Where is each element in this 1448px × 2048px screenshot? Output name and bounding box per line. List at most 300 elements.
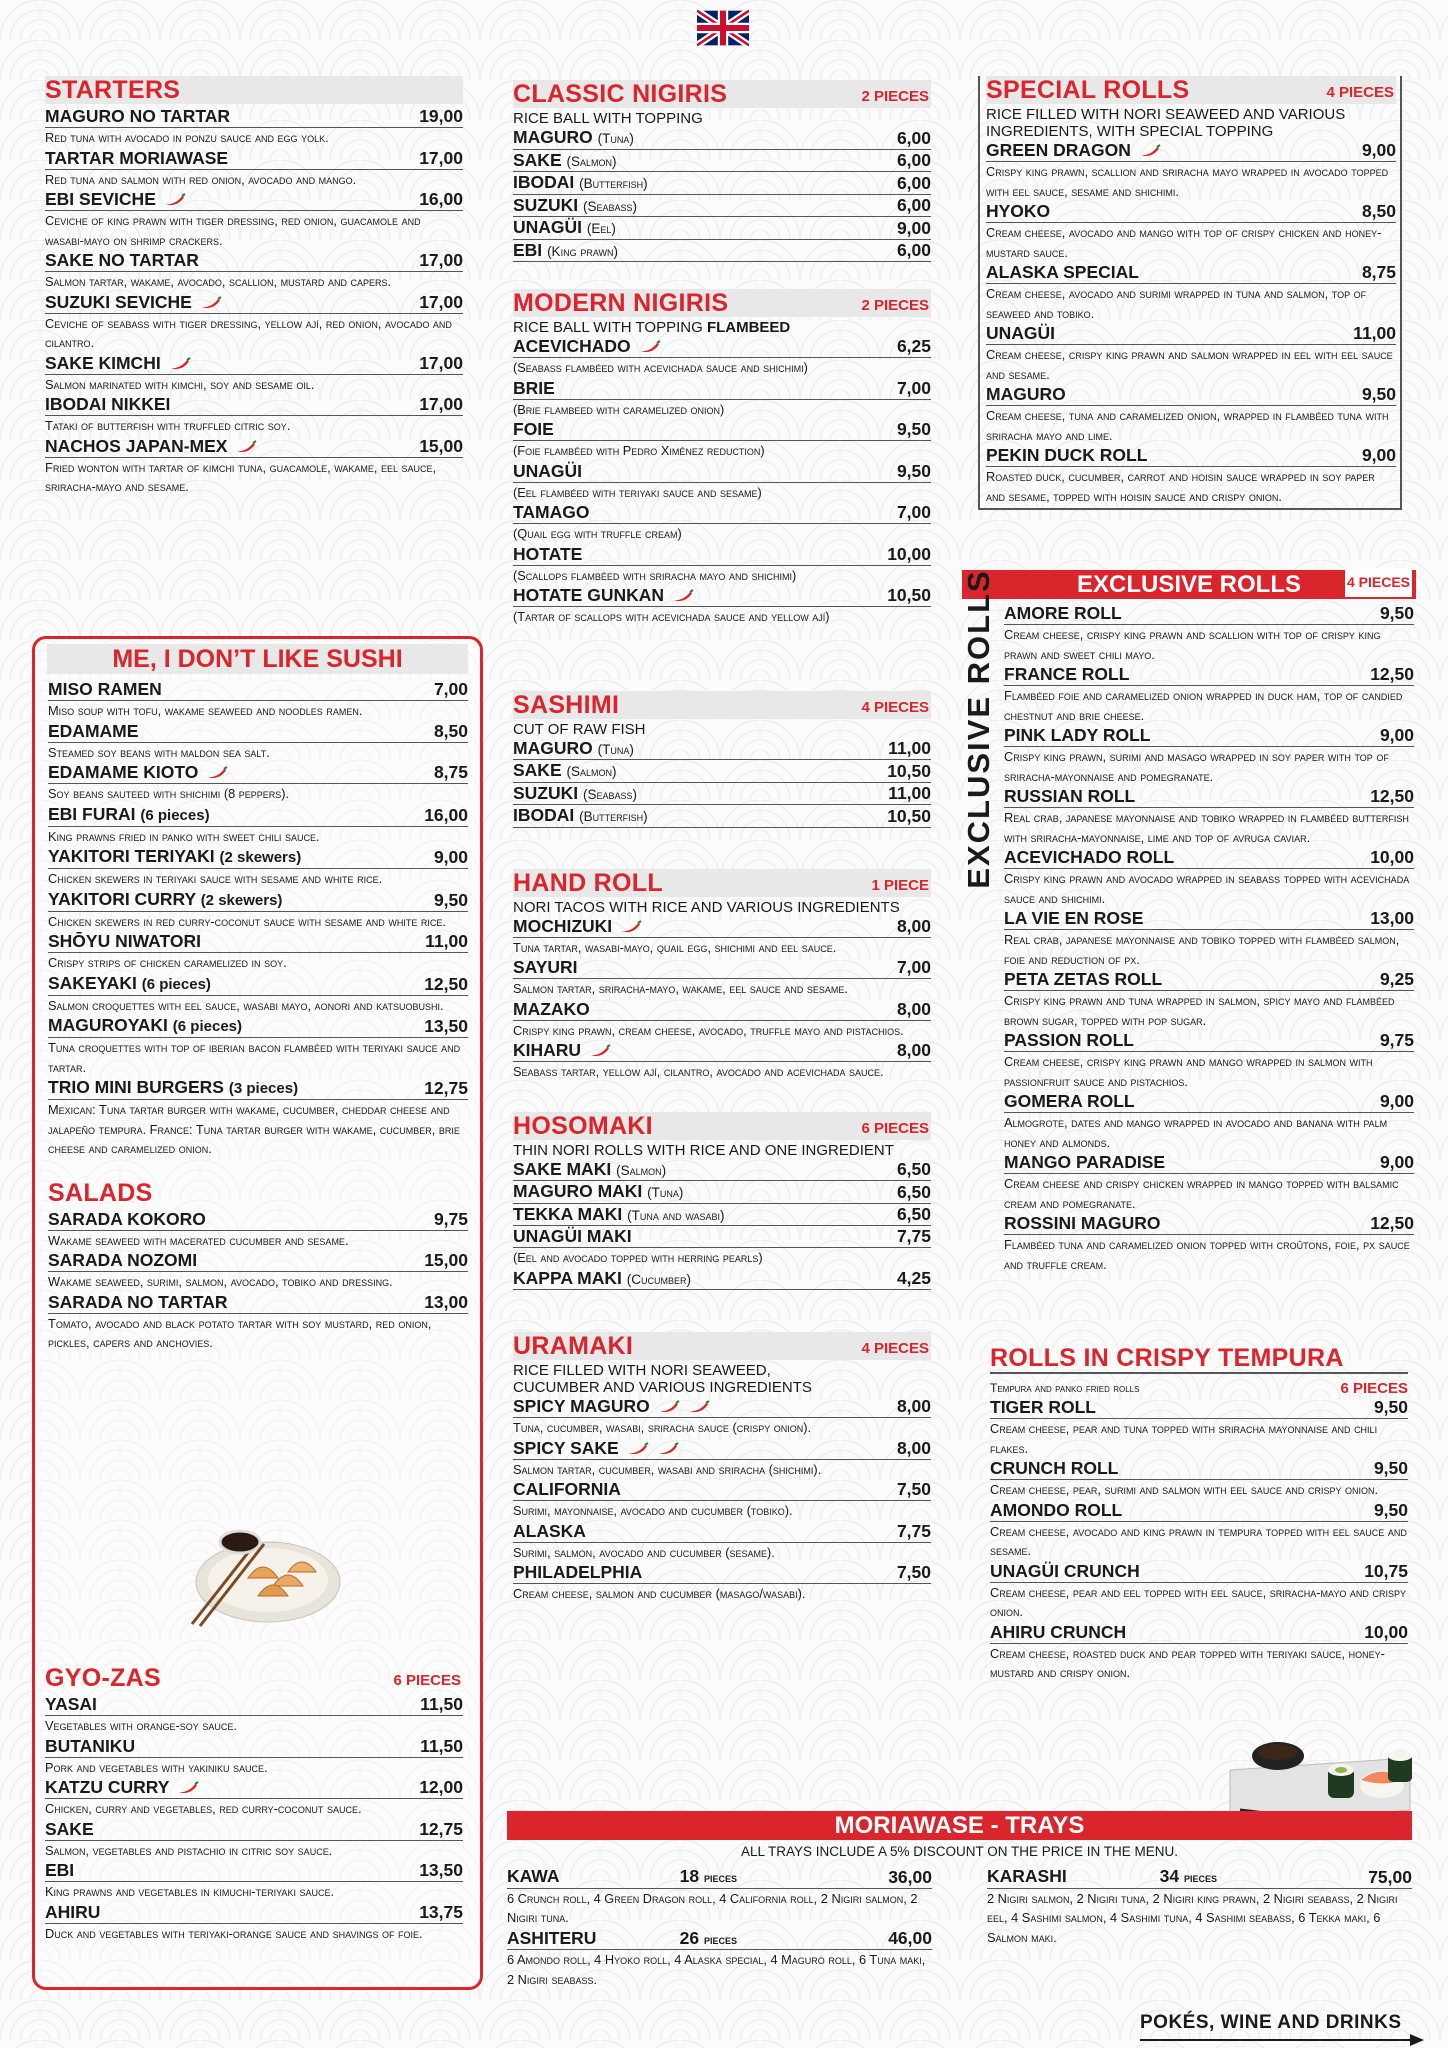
menu-item (48, 1015, 468, 1077)
item-name: UNAGÜI MAKI (513, 1226, 632, 1246)
item-description: Cream cheese and crispy chicken wrapped in mango topped with balsamic cream and pomegranate. (1004, 1176, 1399, 1211)
item-price: 6,00 (896, 195, 931, 215)
menu-item (1004, 725, 1414, 786)
menu-item (1004, 786, 1414, 847)
item-price: 9,50 (896, 419, 931, 439)
section-header (45, 76, 463, 104)
item-name: FOIE (513, 419, 554, 439)
menu-item (513, 336, 931, 378)
tray-item (507, 1928, 932, 1990)
item-name: SUZUKI SEVICHE (45, 291, 192, 312)
chili-pepper-icon (657, 1442, 679, 1455)
section-pieces: 1 PIECE (871, 876, 929, 894)
item-description: Tuna tartar, wasabi-mayo, quail egg, shichimi and eel sauce. (513, 939, 837, 955)
item-price: 13,50 (424, 1016, 468, 1036)
item-price: 9,50 (1373, 1458, 1408, 1478)
menu-item (45, 292, 463, 353)
item-price: 17,00 (419, 394, 463, 414)
item-name: EBI SEVICHE (45, 189, 156, 209)
section-title: EXCLUSIVE ROLLS (1076, 571, 1302, 598)
menu-item (45, 436, 463, 497)
item-name: IBODAI (513, 172, 575, 192)
section-header (507, 1811, 1412, 1840)
item-description: Salmon, vegetables and pistachio in citric soy sauce. (45, 1842, 333, 1858)
menu-item (513, 1562, 931, 1604)
item-translation: (Tuna) (647, 1185, 684, 1200)
item-name: EBI FURAI (48, 803, 136, 824)
item-name: EDAMAME (48, 720, 139, 741)
menu-item (48, 846, 468, 889)
section-subtitle: RICE BALL WITH TOPPING (513, 110, 703, 127)
tray-price: 46,00 (888, 1928, 932, 1948)
item-price: 6,00 (896, 172, 931, 193)
section-pieces: 4 PIECES (1345, 568, 1412, 597)
item-description: Crispy king prawn, cream cheese, avocado, truffle mayo and pistachios. (513, 1022, 904, 1038)
gyoza-plate-illustration (188, 1520, 348, 1630)
section-subtitle: NORI TACOS WITH RICE AND VARIOUS INGREDIENTS (513, 898, 900, 916)
menu-item (45, 106, 463, 148)
item-name: SAKE NO TARTAR (45, 250, 199, 270)
column-middle (513, 80, 931, 1604)
item-price: 13,00 (1370, 908, 1414, 928)
menu-item (513, 419, 931, 461)
section-title: SALADS (48, 1178, 153, 1207)
item-price: 8,00 (896, 1396, 931, 1416)
item-translation: (Salmon) (616, 1162, 667, 1178)
arrow-right-icon[interactable] (1140, 2034, 1424, 2046)
menu-item (513, 1159, 931, 1182)
menu-item (1004, 603, 1414, 664)
section-modern-nigiris (513, 289, 931, 627)
item-price: 12,50 (424, 973, 468, 994)
item-description: Ceviche of seabass with tiger dressing, yellow ají, red onion, avocado and cilantro. (45, 315, 452, 350)
menu-item (45, 148, 463, 190)
item-description: Crispy king prawn, surimi and masago wrapped in soy paper with top of sriracha-mayonnaise and pomegranate. (1004, 749, 1389, 784)
menu-item (513, 805, 931, 828)
item-price: 16,00 (424, 804, 468, 825)
item-price: 6,25 (896, 336, 931, 356)
menu-item (513, 783, 931, 806)
menu-item (513, 1479, 931, 1521)
item-name: TEKKA MAKI (513, 1203, 623, 1224)
item-price: 7,75 (896, 1226, 931, 1246)
item-price: 15,00 (424, 1250, 468, 1270)
item-price: 8,00 (896, 998, 931, 1019)
menu-item (986, 140, 1396, 201)
item-price: 7,00 (896, 502, 931, 522)
menu-item (513, 502, 931, 544)
section-header (962, 570, 1416, 599)
menu-item (1004, 969, 1414, 1030)
item-price: 11,00 (425, 931, 468, 951)
item-price: 10,75 (1364, 1560, 1408, 1581)
menu-item (1004, 1213, 1414, 1274)
chili-pepper-icon (658, 1400, 680, 1413)
item-description: Ceviche of king prawn with tiger dressing, red onion, guacamole and wasabi-mayo on shrimp crackers. (45, 213, 421, 248)
item-description: Almogrote, dates and mango wrapped in avocado and banana with palm honey and almonds. (1004, 1115, 1388, 1150)
item-pieces: (6 pieces) (141, 975, 211, 993)
item-price: 9,50 (1373, 1499, 1408, 1520)
item-price: 17,00 (419, 291, 463, 312)
item-price: 7,00 (896, 957, 931, 977)
item-name: ACEVICHADO (513, 336, 631, 356)
item-price: 11,00 (888, 738, 931, 758)
item-description: Seabass tartar, yellow ají, cilantro, avocado and acevichada sauce. (513, 1064, 884, 1079)
item-price: 9,00 (1379, 1091, 1414, 1111)
section-title: SPECIAL ROLLS (986, 76, 1190, 104)
section-subtitle: RICE FILLED WITH NORI SEAWEED AND VARIOUS INGREDIENTS, WITH SPECIAL TOPPING (986, 106, 1346, 140)
section-title: CLASSIC NIGIRIS (513, 80, 728, 108)
section-hosomaki (513, 1112, 931, 1291)
item-name: MAGURO NO TARTAR (45, 106, 231, 126)
menu-item (986, 201, 1396, 262)
item-name: BRIE (513, 377, 555, 398)
section-subtitle: CUT OF RAW FISH (513, 720, 646, 738)
menu-item (48, 1077, 468, 1159)
trays-note: ALL TRAYS INCLUDE A 5% DISCOUNT ON THE PRICE IN THE MENU. (740, 1844, 1179, 1859)
item-name: KATZU CURRY (45, 1777, 170, 1797)
section-exclusive-rolls (962, 570, 1416, 1274)
section-title: SASHIMI (513, 690, 620, 719)
section-sashimi (513, 691, 931, 828)
chili-pepper-icon (688, 1400, 710, 1413)
item-name: PINK LADY ROLL (1004, 725, 1151, 745)
tray-unit: pieces (703, 1870, 737, 1885)
chili-pepper-icon (639, 340, 661, 353)
item-description: (Eel and avocado topped with herring pearls) (513, 1250, 763, 1265)
item-price: 11,50 (420, 1694, 463, 1714)
item-description: Cream cheese, salmon and cucumber (masago/wasabi). (513, 1586, 806, 1601)
item-price: 9,00 (1379, 1152, 1414, 1172)
item-name: MAGUROYAKI (48, 1015, 168, 1035)
menu-item (1004, 908, 1414, 969)
item-translation: (Cucumber) (626, 1271, 692, 1287)
item-price: 6,00 (896, 127, 931, 148)
item-price: 10,50 (887, 805, 931, 826)
item-name: SAKE (513, 149, 562, 170)
chili-pepper-icon (589, 1044, 611, 1057)
item-translation: (Salmon) (566, 153, 617, 169)
item-description: (Seabass flambéed with acevichada sauce and shichimi) (513, 360, 808, 375)
item-price: 9,00 (1361, 445, 1396, 465)
item-description: Tuna croquettes with top of iberian bacon flambéed with teriyaki sauce and tartar. (48, 1040, 461, 1075)
menu-item (513, 1268, 931, 1291)
menu-item (513, 150, 931, 173)
item-name: HYOKO (986, 201, 1051, 221)
tray-description: 6 Amondo roll, 4 Hyoko roll, 4 Alaska special, 4 Maguro roll, 6 Tuna maki, 2 Nigiri seabass. (507, 1952, 926, 1987)
item-price: 11,00 (888, 783, 931, 803)
menu-item (48, 931, 468, 973)
item-name: SAKE MAKI (513, 1158, 612, 1179)
item-pieces: (6 pieces) (140, 806, 210, 824)
item-description: Cream cheese, crispy king prawn and scallion with top of crispy king prawn and sweet chili mayo. (1004, 627, 1381, 662)
menu-item (513, 916, 931, 958)
item-price: 9,75 (433, 1208, 468, 1229)
item-name: YASAI (45, 1694, 97, 1714)
item-price: 12,00 (419, 1777, 463, 1797)
menu-item (48, 762, 468, 804)
item-name: IBODAI (513, 805, 575, 825)
item-name: UNAGÜI (513, 460, 583, 481)
item-name: EBI (513, 239, 543, 260)
item-description: King prawns fried in panko with sweet chili sauce. (48, 828, 320, 844)
item-description: Cream cheese, pear and eel topped with eel sauce, sriracha-mayo and crispy onion. (990, 1584, 1406, 1619)
tray-description: 2 Nigiri salmon, 2 Nigiri tuna, 2 Nigiri king prawn, 2 Nigiri seabass, 2 Nigiri eel, 4 Sashimi salmon, 4 Sashimi tuna, 4 Sashimi seabass, 6 Tekka maki, 6 Salmon maki. (987, 1890, 1398, 1945)
item-name: YAKITORI CURRY (48, 888, 196, 909)
item-price: 16,00 (419, 189, 463, 209)
section-pieces: 6 PIECES (861, 1119, 929, 1137)
item-description: Wakame seaweed with macerated cucumber and sesame. (48, 1232, 349, 1248)
chili-pepper-icon (620, 920, 642, 933)
item-description: Miso soup with tofu, wakame seaweed and noodles ramen. (48, 703, 363, 718)
item-description: Crispy king prawn and avocado wrapped in seabass topped with acevichada sauce and shichimi. (1004, 871, 1410, 906)
item-name: SHŌYU NIWATORI (48, 931, 201, 951)
item-description: Salmon tartar, cucumber, wasabi and sriracha (shichimi). (513, 1461, 822, 1477)
item-description: Cream cheese, avocado and mango with top of crispy chicken and honey-mustard sauce. (986, 225, 1382, 260)
item-pieces: (2 skewers) (200, 891, 283, 909)
item-name: SUZUKI (513, 194, 579, 215)
item-description: Crispy strips of chicken caramelized in soy. (48, 955, 287, 970)
item-description: Real crab, japanese mayonnaise and tobiko topped with flambéed salmon, foie and reduction of px. (1004, 932, 1400, 967)
item-description: Tataki of butterfish with truffled citric soy. (45, 418, 291, 433)
section-hand-roll (513, 869, 931, 1082)
section-title: ROLLS IN CRISPY TEMPURA (990, 1344, 1344, 1372)
item-price: 12,50 (1370, 1213, 1414, 1233)
item-price: 7,50 (896, 1562, 931, 1582)
item-name: UNAGÜI CRUNCH (990, 1560, 1140, 1581)
item-price: 12,75 (424, 1078, 468, 1098)
section-title: STARTERS (45, 76, 181, 104)
section-salads (35, 1159, 480, 1353)
item-price: 9,00 (896, 217, 931, 238)
item-price: 9,50 (433, 889, 468, 910)
item-price: 10,00 (1364, 1621, 1408, 1642)
section-pieces: 4 PIECES (1326, 84, 1394, 101)
item-name: YAKITORI TERIYAKI (48, 846, 215, 866)
section-pieces: 2 PIECES (861, 88, 929, 105)
menu-item (45, 250, 463, 292)
item-price: 12,50 (1370, 664, 1414, 684)
item-pieces: (2 skewers) (219, 849, 302, 866)
menu-item (986, 384, 1396, 445)
item-name: GREEN DRAGON (986, 140, 1131, 160)
item-description: Surimi, mayonnaise, avocado and cucumber (tobiko). (513, 1503, 793, 1518)
item-price: 13,00 (424, 1291, 468, 1312)
item-description: Salmon croquettes with eel sauce, wasabi mayo, aonori and katsuobushi. (48, 997, 444, 1013)
menu-item (513, 957, 931, 999)
item-name: SAKE KIMCHI (45, 352, 161, 373)
item-price: 8,75 (1361, 262, 1396, 282)
item-description: Cream cheese, tuna and caramelized onion, wrapped in flambéed tuna with sriracha mayo and lime. (986, 408, 1389, 443)
uk-flag-icon[interactable] (697, 8, 749, 48)
item-price: 10,00 (887, 543, 931, 564)
item-name: ALASKA SPECIAL (986, 262, 1139, 282)
chili-pepper-icon (164, 193, 186, 206)
menu-item (513, 760, 931, 783)
item-description: Vegetables with orange-soy sauce. (45, 1718, 237, 1733)
column-right (978, 76, 1402, 510)
item-name: AMORE ROLL (1004, 603, 1122, 623)
subtitle-bold: FLAMBEED (706, 319, 791, 336)
item-name: MAGURO (513, 127, 593, 147)
menu-item (513, 127, 931, 150)
item-description: Wakame seaweed, surimi, salmon, avocado, tobiko and dressing. (48, 1274, 393, 1289)
item-name: TIGER ROLL (990, 1397, 1096, 1417)
menu-item (513, 378, 931, 420)
item-name: UNAGÜI (513, 217, 583, 237)
item-name: CALIFORNIA (513, 1479, 621, 1499)
item-price: 13,50 (419, 1860, 463, 1880)
item-translation: (Salmon) (566, 764, 617, 779)
item-description: Chicken, curry and vegetables, red curry-coconut sauce. (45, 1801, 362, 1816)
item-name: RUSSIAN ROLL (1004, 786, 1136, 806)
item-description: Fried wonton with tartar of kimchi tuna, guacamole, wakame, eel sauce, sriracha-mayo and sesame. (45, 459, 437, 494)
section-uramaki (513, 1332, 931, 1604)
item-description: Salmon tartar, wakame, avocado, scallion, mustard and capers. (45, 274, 392, 289)
item-name: UNAGÜI (986, 323, 1056, 343)
item-name: GOMERA ROLL (1004, 1091, 1135, 1111)
item-description: Chicken skewers in red curry-coconut sauce with sesame and white rice. (48, 913, 446, 929)
item-translation: (Tuna) (597, 741, 634, 757)
menu-item (48, 889, 468, 932)
item-description: Red tuna with avocado in ponzu sauce and egg yolk. (45, 130, 329, 145)
item-price: 9,50 (1379, 603, 1414, 623)
item-name: MAGURO MAKI (513, 1181, 643, 1201)
item-name: KAPPA MAKI (513, 1267, 622, 1288)
chili-pepper-icon (235, 440, 257, 453)
item-name: CRUNCH ROLL (990, 1458, 1119, 1478)
menu-item (513, 217, 931, 240)
item-name: EDAMAME KIOTO (48, 762, 199, 782)
menu-item (1004, 1152, 1414, 1213)
chili-pepper-icon (627, 1442, 649, 1455)
next-page-link[interactable]: POKÉS, WINE AND DRINKS (1140, 2012, 1402, 2033)
menu-item (45, 1694, 463, 1736)
trays-left (507, 1866, 932, 1989)
menu-item (986, 262, 1396, 323)
item-description: Salmon marinated with kimchi, soy and sesame oil. (45, 376, 315, 392)
menu-item (513, 1204, 931, 1227)
item-description: (Brie flambeed with caramelized onion) (513, 401, 725, 417)
menu-item (986, 445, 1396, 506)
item-price: 7,00 (433, 679, 468, 699)
chili-pepper-icon (200, 296, 222, 309)
item-name: AHIRU (45, 1901, 101, 1922)
item-price: 12,75 (419, 1818, 463, 1839)
trays-right (987, 1866, 1412, 1989)
item-name: SAKE (45, 1818, 94, 1839)
item-pieces: (6 pieces) (172, 1018, 242, 1035)
item-description: Cream cheese, crispy king prawn and salmon wrapped in eel with eel sauce and sesame. (986, 347, 1393, 382)
menu-item (513, 1181, 931, 1204)
menu-item (513, 1040, 931, 1082)
chili-pepper-icon (169, 357, 191, 370)
section-subtitle: THIN NORI ROLLS WITH RICE AND ONE INGREDIENT (513, 1141, 894, 1159)
item-description: Red tuna and salmon with red onion, avocado and mango. (45, 171, 357, 187)
item-price: 17,00 (419, 147, 463, 168)
section-title: MODERN NIGIRIS (513, 289, 729, 317)
section-starters (45, 76, 463, 497)
menu-item (48, 1209, 468, 1251)
menu-item (513, 999, 931, 1041)
section-title: GYO-ZAS (45, 1664, 161, 1692)
item-name: PETA ZETAS ROLL (1004, 969, 1163, 989)
item-price: 6,00 (896, 240, 931, 260)
menu-item (513, 195, 931, 218)
item-description: Soy beans sauteed with shichimi (8 peppers). (48, 786, 290, 801)
item-price: 9,75 (1379, 1030, 1414, 1050)
item-name: PHILADELPHIA (513, 1562, 643, 1582)
item-description: Cream cheese, pear, surimi and salmon with eel sauce and crispy onion. (990, 1482, 1379, 1497)
item-price: 10,50 (887, 760, 931, 781)
menu-item (513, 461, 931, 503)
item-name: HOTATE (513, 543, 583, 564)
item-name: SARADA KOKORO (48, 1208, 206, 1229)
item-translation: (Eel) (586, 221, 616, 236)
section-subtitle: RICE FILLED WITH NORI SEAWEED, CUCUMBER AND VARIOUS INGREDIENTS (513, 1362, 812, 1396)
section-gyozas (45, 1664, 463, 1943)
item-name: SAKE (513, 760, 562, 780)
menu-item (513, 1226, 931, 1268)
item-description: (Scallops flambéed with sriracha mayo and shichimi) (513, 567, 797, 583)
item-description: Cream cheese, avocado and king prawn in tempura topped with eel sauce and sesame. (990, 1523, 1407, 1558)
item-name: FRANCE ROLL (1004, 664, 1130, 684)
section-special-rolls (978, 76, 1402, 510)
menu-item (513, 544, 931, 586)
menu-item (45, 394, 463, 436)
item-price: 11,00 (1353, 323, 1396, 343)
menu-item (990, 1622, 1408, 1683)
item-name: SUZUKI (513, 782, 579, 803)
section-pieces: 6 PIECES (393, 1672, 461, 1689)
tray-name: KAWA (507, 1866, 560, 1886)
menu-item (990, 1500, 1408, 1561)
exclusive-rolls-vertical-label: EXCLUSIVE ROLLS (961, 569, 996, 889)
item-name: EBI (45, 1860, 75, 1880)
item-description: Flambéed tuna and caramelized onion topped with croûtons, foie, px sauce and truffle cream. (1004, 1237, 1410, 1272)
tray-count: 18 (679, 1866, 700, 1886)
menu-item (45, 189, 463, 250)
menu-item (990, 1458, 1408, 1500)
item-description: Roasted duck, cucumber, carrot and hoisin sauce wrapped in soy paper and sesame, topped with hoisin sauce and crispy onion. (986, 469, 1375, 504)
item-name: ROSSINI MAGURO (1004, 1213, 1161, 1233)
item-description: Tomato, avocado and black potato tartar with soy mustard, red onion, pickles, capers and anchovies. (48, 1315, 432, 1350)
column-left (45, 76, 463, 497)
section-trays (507, 1811, 1412, 1989)
item-name: LA VIE EN ROSE (1004, 908, 1144, 928)
item-name: PEKIN DUCK ROLL (986, 445, 1148, 465)
item-name: SAYURI (513, 957, 578, 977)
item-translation: (Butterfish) (579, 809, 648, 824)
menu-item (45, 1736, 463, 1778)
item-price: 10,00 (1370, 847, 1414, 867)
item-price: 15,00 (419, 435, 463, 456)
tray-price: 36,00 (888, 1866, 932, 1887)
item-name: MISO RAMEN (48, 679, 162, 699)
section-pieces: 6 PIECES (1340, 1380, 1408, 1397)
item-price: 6,50 (896, 1159, 931, 1179)
item-name: PASSION ROLL (1004, 1030, 1134, 1050)
menu-item (513, 738, 931, 761)
item-price: 9,00 (1361, 140, 1396, 160)
item-description: Flambéed foie and caramelized onion wrapped in duck ham, top of candied chestnut and brie cheese. (1004, 688, 1403, 723)
item-price: 9,50 (896, 460, 931, 481)
menu-item (48, 1250, 468, 1292)
item-price: 6,50 (896, 1204, 931, 1224)
item-name: MAGURO (513, 737, 593, 758)
menu-item (513, 172, 931, 195)
item-price: 19,00 (419, 106, 463, 126)
